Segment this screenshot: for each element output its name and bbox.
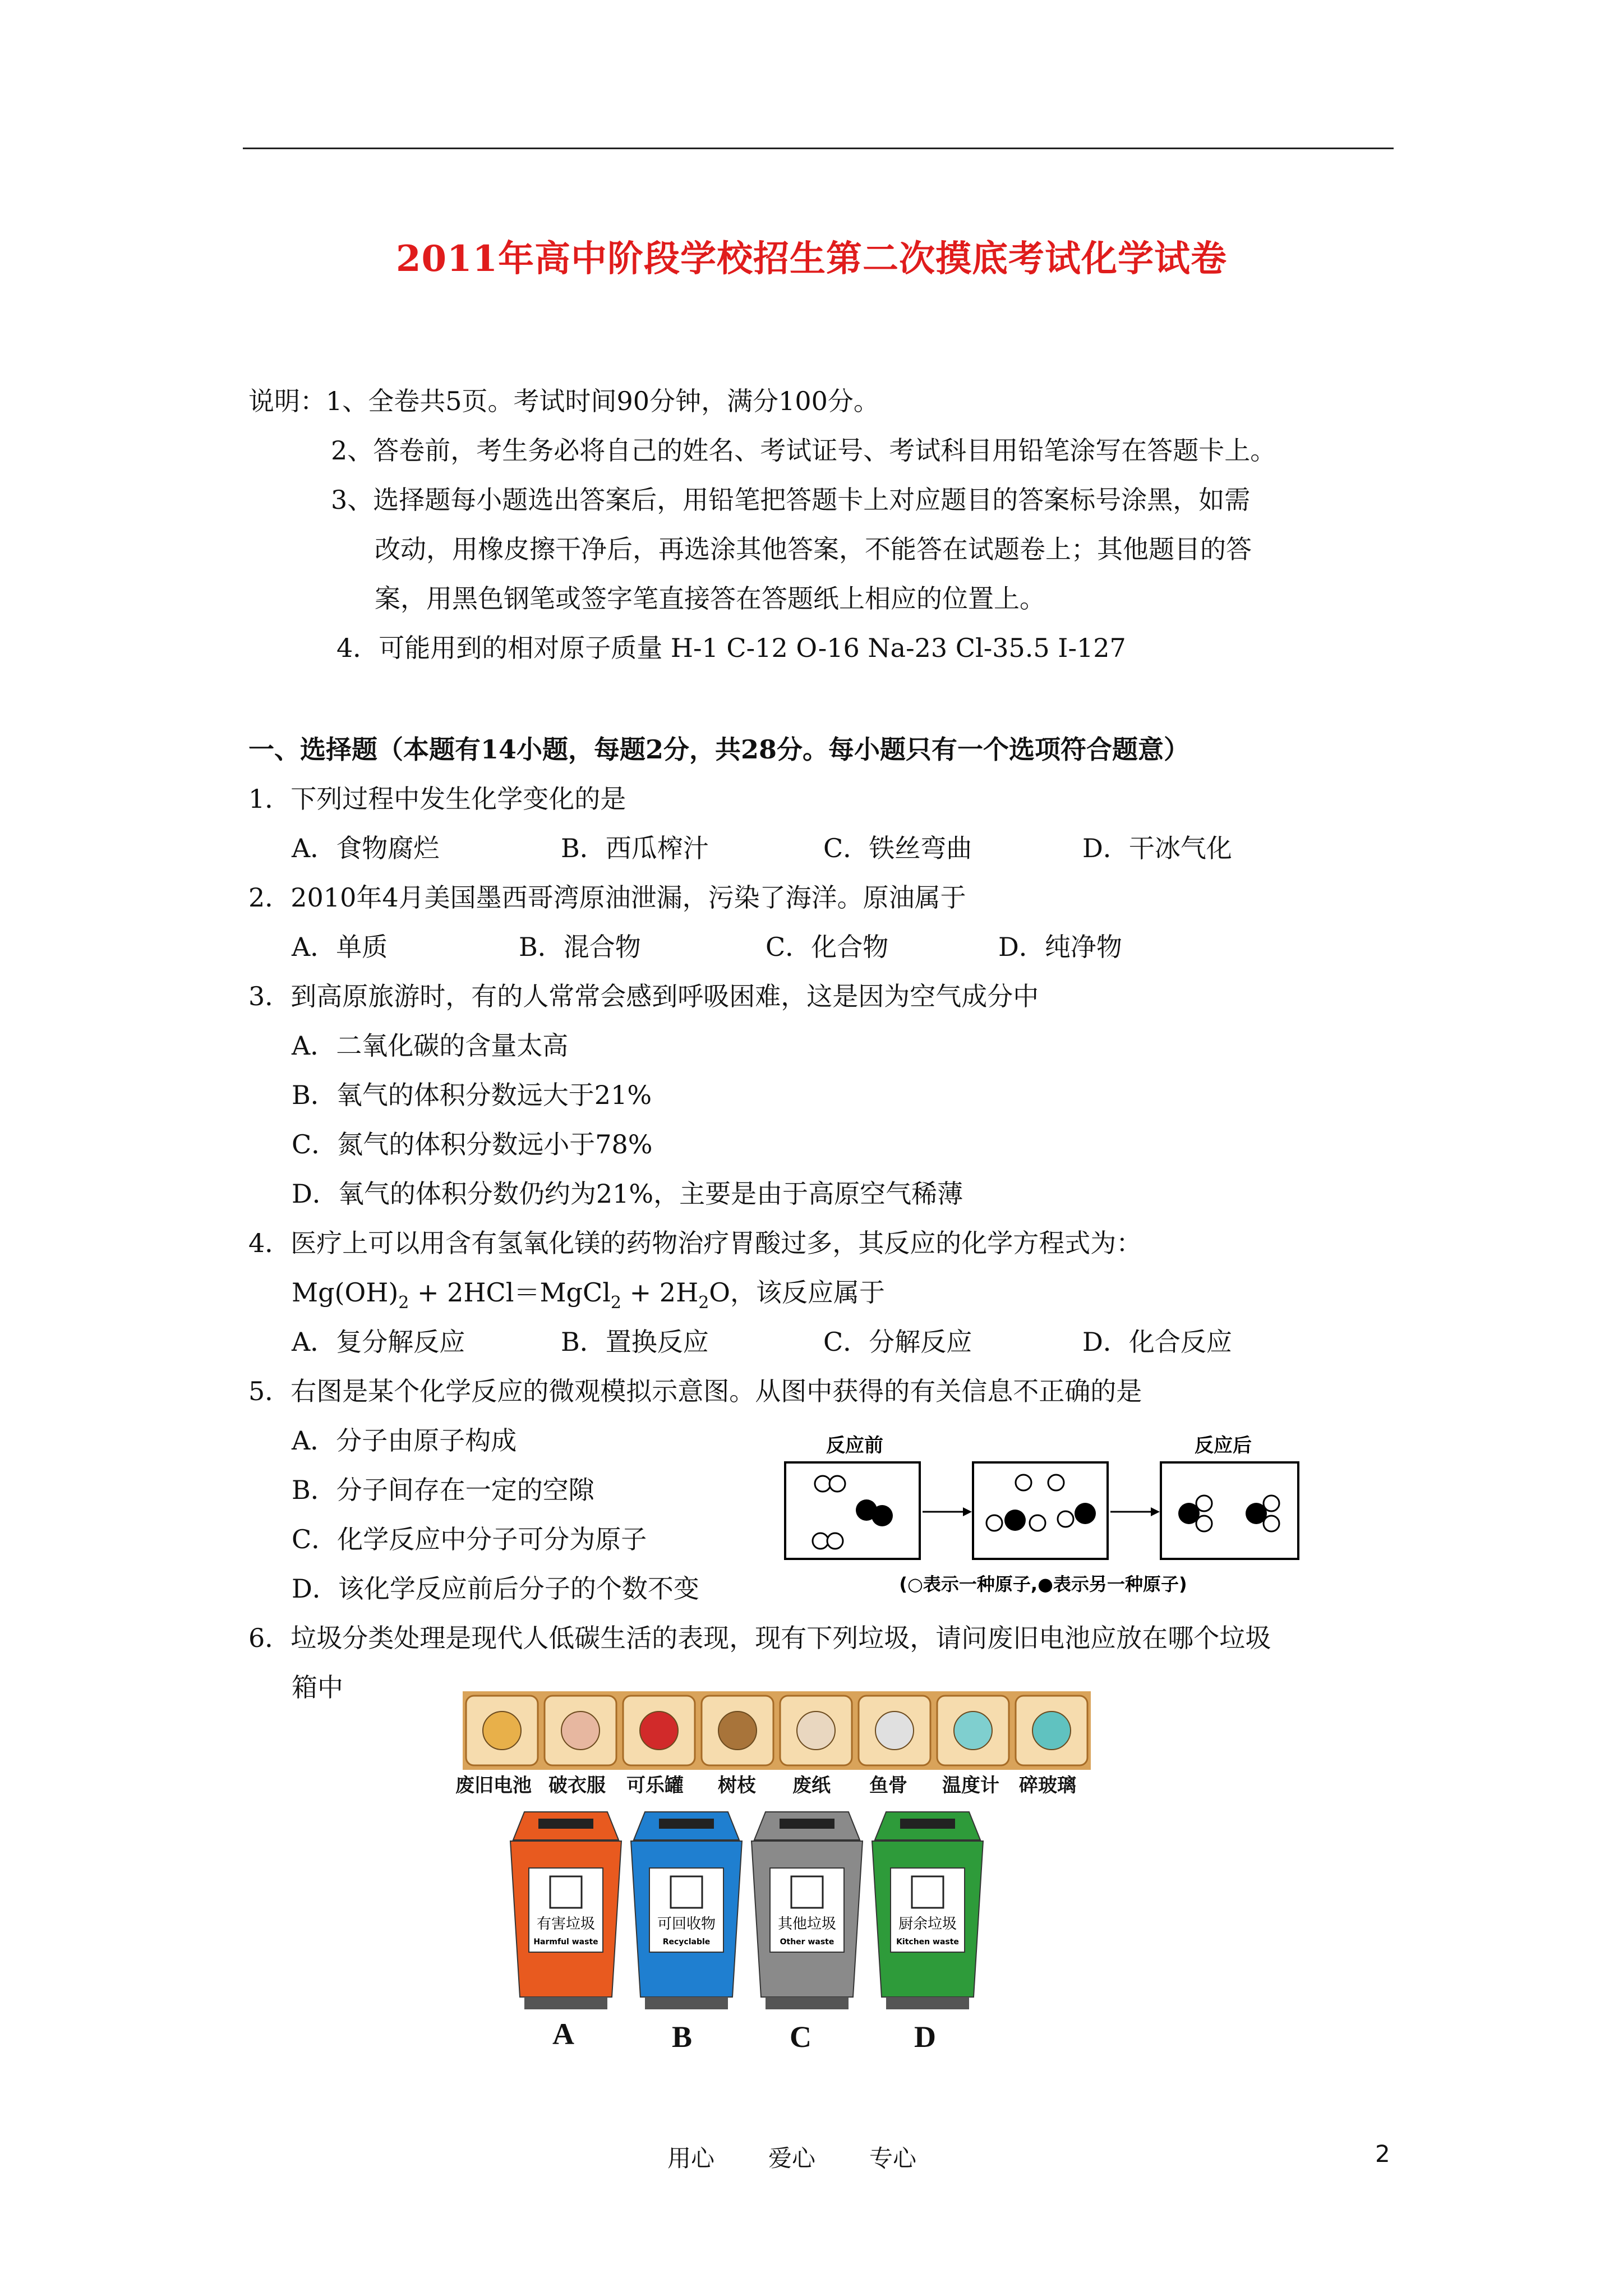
- question-1: 1．下列过程中发生化学变化的是: [248, 784, 626, 814]
- bin-label-subtext: Harmful waste: [533, 1938, 598, 1947]
- atom-white: [1196, 1516, 1212, 1531]
- atom-white: [1264, 1496, 1279, 1511]
- atom-white: [827, 1533, 843, 1549]
- bin-slot: [900, 1819, 955, 1829]
- bin-letter-d: D: [914, 2020, 936, 2054]
- bin-label-subtext: Kitchen waste: [896, 1938, 959, 1947]
- bin-label-text: 厨余垃圾: [898, 1916, 957, 1932]
- q2-option-d: D．纯净物: [998, 932, 1122, 962]
- footer-right: 专心: [869, 2145, 917, 2172]
- instruction-2: 2、答卷前，考生务必将自己的姓名、考试证号、考试科目用铅笔涂写在答题卡上。: [331, 435, 1276, 466]
- q3-option-c: C．氮气的体积分数远小于78%: [292, 1129, 653, 1159]
- bin-label-text: 其他垃圾: [777, 1916, 837, 1932]
- diagram-legend: (○表示一种原子,●表示另一种原子): [899, 1573, 1187, 1595]
- thermometer-icon-shape: [954, 1711, 992, 1750]
- item-label-glass: 碎玻璃: [1019, 1774, 1076, 1797]
- bin-slot: [780, 1819, 834, 1829]
- atom-white: [1264, 1516, 1279, 1531]
- bin-d: [872, 1812, 983, 2009]
- garbage-items-strip: [463, 1691, 1091, 1770]
- atom-white: [829, 1476, 845, 1492]
- bin-base: [524, 1997, 607, 2009]
- cola-can-icon-shape: [640, 1711, 678, 1750]
- branch-icon-shape: [718, 1711, 757, 1750]
- atom-white: [1048, 1475, 1064, 1490]
- question-4: 4．医疗上可以用含有氢氧化镁的药物治疗胃酸过多，其反应的化学方程式为：: [248, 1228, 1142, 1258]
- instruction-3c: 案，用黑色钢笔或签字笔直接答在答题纸上相应的位置上。: [375, 583, 1045, 614]
- instruction-4: 4．可能用到的相对原子质量 H-1 C-12 O-16 Na-23 Cl-35.5 I-127: [336, 633, 1126, 663]
- question-2: 2．2010年4月美国墨西哥湾原油泄漏，污染了海洋。原油属于: [248, 882, 966, 913]
- q5-option-a: A．分子由原子构成: [292, 1425, 517, 1456]
- before-label: 反应前: [826, 1434, 883, 1457]
- q3-option-b: B．氧气的体积分数远大于21%: [292, 1080, 652, 1110]
- bin-base: [645, 1997, 728, 2009]
- reaction-diagram: [782, 1430, 1307, 1599]
- header-rule: [243, 148, 1394, 149]
- battery-icon-shape: [483, 1711, 521, 1750]
- atom-white: [1058, 1511, 1073, 1527]
- bin-slot: [538, 1819, 593, 1829]
- atom-white: [1016, 1475, 1031, 1490]
- atom-white: [1196, 1496, 1212, 1511]
- q1-option-a: A．食物腐烂: [292, 833, 440, 863]
- item-label-fishbone: 鱼骨: [869, 1774, 907, 1797]
- atom-black: [1004, 1510, 1026, 1531]
- q1-option-d: D．干冰气化: [1082, 833, 1232, 863]
- question-6-cont: 箱中: [292, 1672, 343, 1703]
- after-label: 反应后: [1195, 1434, 1252, 1457]
- bin-label-text: 可回收物: [657, 1916, 716, 1932]
- bin-base: [766, 1997, 849, 2009]
- bin-label-text: 有害垃圾: [536, 1916, 596, 1932]
- item-label-thermometer: 温度计: [942, 1774, 999, 1797]
- q4-equation: $Mg(OH)_2$ + 2HCl＝MgCl$_2$ + $2H_2O$，该反应属于: [292, 1277, 885, 1313]
- bin-label-subtext: Recyclable: [662, 1938, 711, 1947]
- q5-option-b: B．分子间存在一定的空隙: [292, 1475, 594, 1505]
- q2-option-b: B．混合物: [519, 932, 641, 962]
- q2-option-c: C．化合物: [766, 932, 889, 962]
- q4-option-a: A．复分解反应: [292, 1327, 465, 1357]
- footer-left: 用心: [667, 2145, 715, 2172]
- bin-c: [751, 1812, 863, 2009]
- page-number: 2: [1375, 2140, 1390, 2168]
- atom-white: [815, 1476, 831, 1492]
- item-label-can: 可乐罐: [626, 1774, 684, 1797]
- bin-letter-c: C: [790, 2020, 811, 2054]
- q1-option-c: C．铁丝弯曲: [823, 833, 972, 863]
- q4-option-d: D．化合反应: [1082, 1327, 1232, 1357]
- bin-slot: [659, 1819, 714, 1829]
- question-5: 5．右图是某个化学反应的微观模拟示意图。从图中获得的有关信息不正确的是: [248, 1376, 1142, 1406]
- q5-option-d: D．该化学反应前后分子的个数不变: [292, 1573, 699, 1604]
- glass-shards-icon-shape: [1032, 1711, 1071, 1750]
- atom-white: [986, 1515, 1002, 1531]
- q4-option-c: C．分解反应: [823, 1327, 972, 1357]
- q4-option-b: B．置换反应: [561, 1327, 709, 1357]
- item-label-clothes: 破衣服: [548, 1774, 606, 1797]
- instruction-3b: 改动，用橡皮擦干净后，再选涂其他答案，不能答在试题卷上；其他题目的答: [375, 534, 1252, 564]
- bin-letter-a: A: [552, 2017, 574, 2051]
- q1-option-b: B．西瓜榨汁: [561, 833, 709, 863]
- garbage-bins: [505, 1806, 1043, 2031]
- q2-option-a: A．单质: [292, 932, 388, 962]
- atom-white: [813, 1533, 828, 1549]
- q5-option-c: C．化学反应中分子可分为原子: [292, 1524, 647, 1554]
- instruction-3a: 3、选择题每小题选出答案后，用铅笔把答题卡上对应题目的答案标号涂黑，如需: [331, 485, 1251, 515]
- bin-a: [510, 1812, 621, 2009]
- before-box: [785, 1462, 920, 1559]
- bin-label-subtext: Other waste: [780, 1938, 834, 1947]
- q3-option-d: D．氧气的体积分数仍约为21%，主要是由于高原空气稀薄: [292, 1179, 963, 1209]
- item-label-paper: 废纸: [792, 1774, 831, 1797]
- instruction-1: 说明：1、全卷共5页。考试时间90分钟，满分100分。: [248, 386, 879, 416]
- item-label-battery: 废旧电池: [455, 1774, 532, 1797]
- bin-base: [886, 1997, 969, 2009]
- atom-white: [1030, 1515, 1045, 1531]
- atom-black: [1075, 1503, 1096, 1524]
- atom-black: [872, 1505, 893, 1526]
- paper-icon-shape: [797, 1711, 835, 1750]
- section-heading: 一、选择题（本题有14小题，每题2分，共28分。每小题只有一个选项符合题意）: [248, 734, 1190, 765]
- footer-middle: 爱心: [768, 2145, 816, 2172]
- bin-b: [631, 1812, 742, 2009]
- fishbone-icon-shape: [875, 1711, 914, 1750]
- question-6: 6．垃圾分类处理是现代人低碳生活的表现，现有下列垃圾，请问废旧电池应放在哪个垃圾: [248, 1623, 1271, 1653]
- item-label-branch: 树枝: [718, 1774, 756, 1797]
- bin-letter-b: B: [672, 2020, 693, 2054]
- question-3: 3．到高原旅游时，有的人常常会感到呼吸困难，这是因为空气成分中: [248, 981, 1039, 1011]
- page-title: 2011年高中阶段学校招生第二次摸底考试化学试卷: [395, 238, 1228, 280]
- clothes-icon-shape: [561, 1711, 600, 1750]
- q3-option-a: A．二氧化碳的含量太高: [292, 1030, 569, 1061]
